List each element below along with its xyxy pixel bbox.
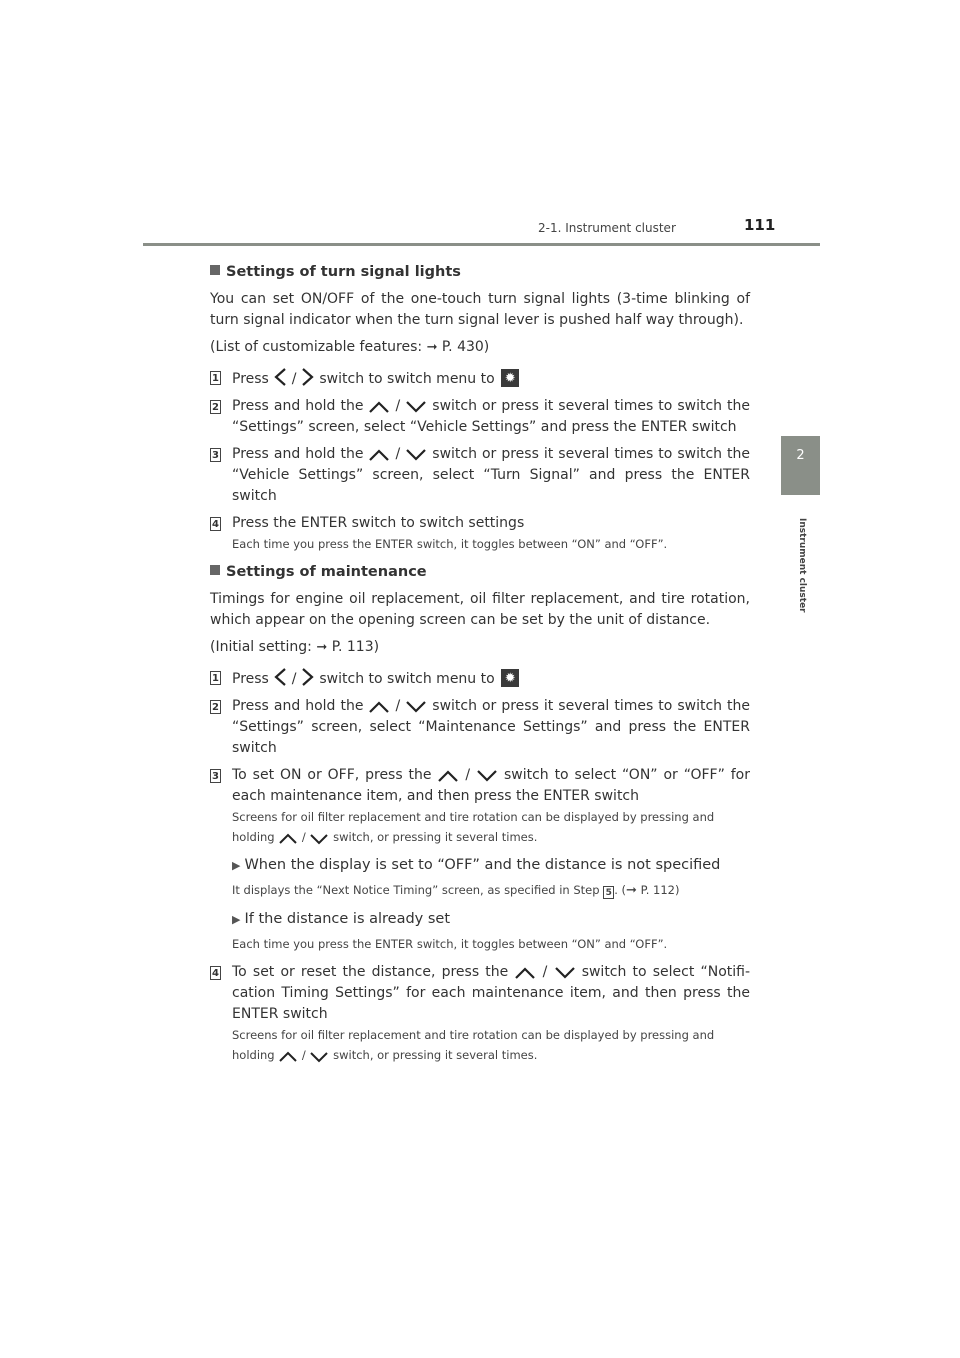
page-content bbox=[210, 262, 750, 1073]
chevron-up-icon bbox=[437, 769, 459, 783]
chevron-down-icon bbox=[476, 769, 498, 783]
chevron-up-icon bbox=[278, 1051, 298, 1063]
maintenance-intro: Timings for engine oil replacement, oil filter replacement, and tire rotation, which appear on the opening screen can be set by the unit of distance. bbox=[210, 591, 750, 628]
chevron-up-icon bbox=[368, 400, 390, 414]
arrow-right-icon: ➞ bbox=[626, 883, 637, 898]
turn-step-3: 3 Press and hold the / switch or press it several times to switch the “Vehicle Settings” screen, select “Turn Signal” and press the ENTER switch bbox=[210, 444, 750, 507]
maint-step-4: 4 To set or reset the distance, press the / switch to select “Notifi-cation Timing Settings” for each maintenance item, and then press the ENTER switch bbox=[210, 962, 750, 1025]
condition-distance-set: ▶ If the distance is already set bbox=[232, 911, 451, 927]
maint-step-4-note: Screens for oil filter replacement and tire rotation can be displayed by pressing and holding / switch, or pressing it several times. bbox=[232, 1028, 715, 1062]
chevron-right-icon bbox=[301, 667, 315, 687]
turn-step-1: 1 Press / switch to switch menu to ✹ bbox=[210, 367, 750, 390]
chevron-up-icon bbox=[368, 700, 390, 714]
chevron-up-icon bbox=[368, 448, 390, 462]
maint-step-2: 2 Press and hold the / switch or press it several times to switch the “Settings” screen, select “Maintenance Settings” and press the ENTER switch bbox=[210, 696, 750, 759]
maint-step-3: 3 To set ON or OFF, press the / switch to select “ON” or “OFF” for each maintenance item, and then press the ENTER switch bbox=[210, 765, 750, 807]
chevron-left-icon bbox=[273, 667, 287, 687]
page-number: 111 bbox=[744, 216, 776, 234]
triangle-bullet-icon: ▶ bbox=[232, 859, 241, 872]
settings-gear-icon bbox=[501, 369, 519, 387]
section-title: 2-1. Instrument cluster bbox=[538, 221, 676, 235]
condition-distance-set-note: Each time you press the ENTER switch, it toggles between “ON” and “OFF”. bbox=[232, 937, 668, 951]
chapter-tab-number: 2 bbox=[796, 448, 805, 463]
chevron-right-icon bbox=[301, 367, 315, 387]
turn-step-2: 2 Press and hold the / switch or press it several times to switch the “Settings” screen, select “Vehicle Settings” and press the ENTER switch bbox=[210, 396, 750, 438]
turn-signal-intro: You can set ON/OFF of the one-touch turn signal lights (3-time blinking of turn signal indicator when the turn signal lever is pushed half way through). bbox=[210, 291, 750, 328]
maintenance-ref: (Initial setting: ➞ P. 113) bbox=[210, 639, 380, 655]
chapter-tab bbox=[781, 436, 820, 495]
square-bullet-icon bbox=[210, 265, 220, 275]
chevron-up-icon bbox=[278, 833, 298, 845]
arrow-right-icon: ➞ bbox=[426, 340, 438, 355]
arrow-right-icon: ➞ bbox=[316, 640, 328, 655]
chevron-down-icon bbox=[309, 1051, 329, 1063]
turn-step-4-note: Each time you press the ENTER switch, it toggles between “ON” and “OFF”. bbox=[232, 537, 668, 551]
chevron-up-icon bbox=[514, 966, 536, 980]
chevron-down-icon bbox=[405, 400, 427, 414]
maint-step-3-note: Screens for oil filter replacement and tire rotation can be displayed by pressing and holding / switch, or pressing it several times. bbox=[232, 810, 715, 844]
maint-step-1: 1 Press / switch to switch menu to ✹ bbox=[210, 667, 750, 690]
settings-gear-icon bbox=[501, 669, 519, 687]
header-rule bbox=[143, 243, 820, 246]
turn-step-4: 4 Press the ENTER switch to switch settings bbox=[210, 513, 750, 534]
chevron-down-icon bbox=[309, 833, 329, 845]
turn-signal-ref: (List of customizable features: ➞ P. 430) bbox=[210, 339, 490, 355]
condition-off-note: It displays the “Next Notice Timing” screen, as specified in Step 5 . (➞ P. 112) bbox=[232, 883, 680, 898]
chapter-tab-label: Instrument cluster bbox=[797, 518, 807, 613]
turn-signal-heading: Settings of turn signal lights bbox=[210, 262, 750, 283]
chevron-down-icon bbox=[405, 448, 427, 462]
chevron-down-icon bbox=[554, 966, 576, 980]
triangle-bullet-icon: ▶ bbox=[232, 913, 241, 926]
maintenance-heading: Settings of maintenance bbox=[210, 562, 750, 583]
condition-off-not-specified: ▶ When the display is set to “OFF” and the distance is not specified bbox=[232, 857, 721, 873]
chevron-left-icon bbox=[273, 367, 287, 387]
chevron-down-icon bbox=[405, 700, 427, 714]
square-bullet-icon bbox=[210, 565, 220, 575]
